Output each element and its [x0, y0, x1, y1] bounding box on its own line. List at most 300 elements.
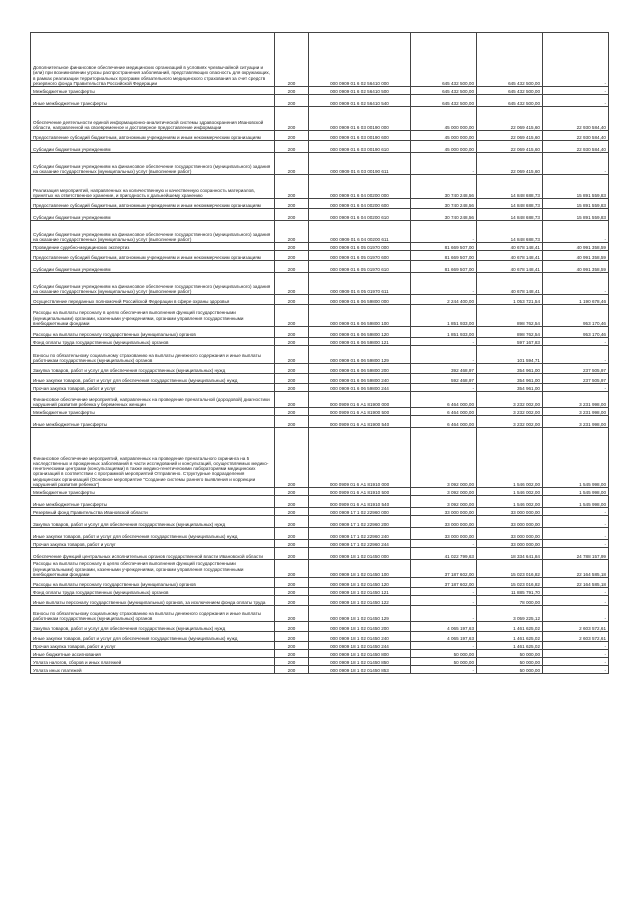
budget-classification-code: 000 0909 01 6 05 01970 600 [309, 251, 411, 261]
table-row [31, 428, 609, 488]
expense-name: Расходы на выплаты персоналу в целях обеспечения выполнения функций государственными (муниципальными) органами, казенными учреждениями, органами управления государственными внебюджетными фондами [31, 560, 275, 578]
unexecuted-amount: 24 788 157,99 [543, 548, 609, 560]
approved-amount: - [411, 596, 477, 606]
budget-classification-code: 000 0909 01 6 04 00200 000 [309, 175, 411, 199]
expense-name: Осуществление переданных полномочий Российской Федерации в сфере охраны здоровья [31, 295, 275, 305]
executed-amount: 18 334 641,84 [477, 548, 543, 560]
unexecuted-amount: 40 991 358,59 [543, 261, 609, 273]
expense-name: Субсидии бюджетным учреждениям на финансовое обеспечение государственного (муниципального) задания на оказание государственных (муниципальных) услуг (выполнение работ) [31, 153, 275, 175]
expense-name: Закупка товаров, работ и услуг для обеспечения государственных (муниципальных) нужд [31, 622, 275, 632]
line-code: 200 [275, 141, 309, 153]
unexecuted-amount: - [543, 153, 609, 175]
expense-name: Уплата иных платежей [31, 666, 275, 674]
unexecuted-amount: - [543, 540, 609, 548]
unexecuted-amount: - [543, 658, 609, 666]
budget-classification-code: 000 0909 01 6 А1 81900 500 [309, 408, 411, 416]
approved-amount: 50 000,00 [411, 650, 477, 658]
expense-name: Иные закупки товаров, работ и услуг для обеспечения государственных (муниципальных) нужд [31, 528, 275, 540]
budget-classification-code: 000 0909 01 6 А1 81910 000 [309, 428, 411, 488]
executed-amount: 33 000 000,00 [477, 516, 543, 528]
table-row [31, 199, 609, 209]
line-code: 200 [275, 392, 309, 408]
budget-classification-code: 000 0909 18 1 02 01450 200 [309, 622, 411, 632]
expense-name: Межбюджетные трансферты [31, 488, 275, 496]
table-row [31, 416, 609, 428]
line-code: 200 [275, 209, 309, 221]
expense-name: Прочая закупка товаров, работ и услуг [31, 642, 275, 650]
expense-name: Финансовое обеспечение мероприятий, направленных на проведение пренатального скрининга на 5 наследственных и врожденных заболеваний в части исследований и консультаций, осуществляемых медико-генетическими центрами (консультациями) в также медико-генетическими лабораториями медицинских организаций в соответствии с программой мероприятий Отправлено. Структурные подразделения медицинских организаций (Основное мероприятие "Создание системы раннего выявления и коррекции нарушений развития ребенка") [31, 428, 275, 488]
expense-name: Предоставление субсидий бюджетным, автономным учреждениям и иным некоммерческим организациям [31, 131, 275, 141]
executed-amount: 22 069 415,60 [477, 107, 543, 131]
table-row [31, 153, 609, 175]
unexecuted-amount: - [543, 346, 609, 364]
unexecuted-amount: 953 170,46 [543, 305, 609, 327]
line-code: 200 [275, 95, 309, 107]
budget-classification-code: 000 0909 01 6 А1 81900 000 [309, 392, 411, 408]
budget-classification-code: 000 0909 01 6 А1 81900 540 [309, 416, 411, 428]
budget-classification-code: 000 0909 01 6 02 56410 000 [309, 33, 411, 87]
approved-amount: - [411, 221, 477, 243]
executed-amount: 101 594,71 [477, 346, 543, 364]
unexecuted-amount: 15 891 559,83 [543, 199, 609, 209]
table-row [31, 528, 609, 540]
approved-amount: - [411, 338, 477, 346]
approved-amount: 30 740 248,56 [411, 209, 477, 221]
budget-classification-code: 000 0909 17 1 02 22960 200 [309, 516, 411, 528]
table-row [31, 408, 609, 416]
expense-name: Субсидии бюджетным учреждениям [31, 261, 275, 273]
budget-classification-code: 000 0909 18 1 02 01450 129 [309, 606, 411, 622]
expense-name: Иные межбюджетные трансферты [31, 95, 275, 107]
budget-classification-code: 000 0909 01 6 04 00200 610 [309, 209, 411, 221]
budget-classification-code: 000 0909 18 1 02 01450 244 [309, 642, 411, 650]
table-row [31, 364, 609, 374]
expense-name: Финансовое обеспечение мероприятий, направленных на проведение пренатальной (дородовой) диагностики нарушений развития ребенка у беременных женщин [31, 392, 275, 408]
expense-name: Иные закупки товаров, работ и услуг для обеспечения государственных (муниципальных) нужд [31, 374, 275, 384]
table-row [31, 305, 609, 327]
budget-classification-code: 000 0909 01 6 06 59800 244 [309, 384, 411, 392]
executed-amount: 1 461 625,02 [477, 632, 543, 642]
budget-classification-code: 000 0909 01 6 06 59800 120 [309, 327, 411, 338]
unexecuted-amount: - [543, 508, 609, 516]
line-code: 200 [275, 428, 309, 488]
expense-name: Реализация мероприятий, направленных на количественную и качественную сохранность материалов, принятых на ответственное хранение, и пригодность к дальнейшему хранению [31, 175, 275, 199]
line-code: 200 [275, 496, 309, 508]
expense-name: Предоставление субсидий бюджетным, автономным учреждениям и иным некоммерческим организациям [31, 251, 275, 261]
approved-amount: 392 468,97 [411, 364, 477, 374]
approved-amount: 81 669 507,00 [411, 251, 477, 261]
approved-amount: 6 464 000,00 [411, 408, 477, 416]
approved-amount: 592 468,97 [411, 374, 477, 384]
expense-name: Резервный фонд Правительства Ивановской области [31, 508, 275, 516]
budget-classification-code: 000 0909 01 6 02 56410 500 [309, 87, 411, 95]
approved-amount: 33 000 000,00 [411, 528, 477, 540]
line-code: 200 [275, 305, 309, 327]
line-code: 200 [275, 528, 309, 540]
line-code: 200 [275, 199, 309, 209]
unexecuted-amount: - [543, 95, 609, 107]
line-code: 200 [275, 374, 309, 384]
approved-amount: 4 065 197,63 [411, 622, 477, 632]
line-code: 200 [275, 622, 309, 632]
expense-name: Фонд оплаты труда государственных (муниципальных) органов [31, 588, 275, 596]
executed-amount: 1 461 625,02 [477, 642, 543, 650]
line-code: 200 [275, 650, 309, 658]
line-code: 200 [275, 243, 309, 251]
approved-amount: 45 000 000,00 [411, 131, 477, 141]
unexecuted-amount: 1 545 998,00 [543, 428, 609, 488]
budget-classification-code: 000 0909 18 1 02 01450 240 [309, 632, 411, 642]
approved-amount: 1 851 933,00 [411, 305, 477, 327]
line-code: 200 [275, 261, 309, 273]
expense-name: Расходы на выплаты персоналу государственных (муниципальных) органов [31, 578, 275, 588]
table-row [31, 209, 609, 221]
expense-name: Расходы на выплаты персоналу в целях обеспечения выполнения функций государственными (муниципальными) органами, казенными учреждениями, органами управления государственными внебюджетными фондами [31, 305, 275, 327]
unexecuted-amount: 1 190 678,46 [543, 295, 609, 305]
expense-name: Субсидии бюджетным учреждениям [31, 141, 275, 153]
expense-name: Межбюджетные трансферты [31, 408, 275, 416]
table-row [31, 107, 609, 131]
budget-classification-code: 000 0909 01 6 05 01970 611 [309, 273, 411, 295]
line-code: 200 [275, 488, 309, 496]
unexecuted-amount: 22 930 584,40 [543, 141, 609, 153]
line-code: 200 [275, 273, 309, 295]
line-code: 200 [275, 588, 309, 596]
executed-amount: 14 848 688,73 [477, 199, 543, 209]
expense-name: Иные выплаты персоналу государственных (муниципальных) органов, за исключением фонда оплаты труда [31, 596, 275, 606]
table-row [31, 642, 609, 650]
expense-name: Иные межбюджетные трансферты [31, 496, 275, 508]
approved-amount: - [411, 384, 477, 392]
table-row [31, 606, 609, 622]
budget-classification-code: 000 0909 01 6 05 01970 610 [309, 261, 411, 273]
budget-classification-code: 000 0909 18 1 02 01450 850 [309, 658, 411, 666]
budget-classification-code: 000 0909 01 6 А1 81910 540 [309, 496, 411, 508]
unexecuted-amount: 3 231 998,00 [543, 416, 609, 428]
expense-name: Субсидии бюджетным учреждениям [31, 209, 275, 221]
budget-classification-code: 000 0909 18 1 02 01450 800 [309, 650, 411, 658]
unexecuted-amount: - [543, 588, 609, 596]
budget-classification-code: 000 0909 01 6 А1 81910 500 [309, 488, 411, 496]
line-code: 200 [275, 666, 309, 674]
line-code: 200 [275, 327, 309, 338]
line-code: 200 [275, 578, 309, 588]
expense-name: Межбюджетные трансферты [31, 87, 275, 95]
budget-classification-code: 000 0909 17 1 02 22960 240 [309, 528, 411, 540]
executed-amount: 40 678 148,41 [477, 273, 543, 295]
approved-amount: 645 432 500,00 [411, 87, 477, 95]
line-code: 200 [275, 560, 309, 578]
table-row [31, 622, 609, 632]
unexecuted-amount: 40 991 358,59 [543, 243, 609, 251]
table-row [31, 392, 609, 408]
approved-amount: - [411, 588, 477, 596]
line-code: 200 [275, 107, 309, 131]
approved-amount: 37 187 602,00 [411, 560, 477, 578]
approved-amount: 30 740 248,56 [411, 175, 477, 199]
executed-amount: 645 432 500,00 [477, 87, 543, 95]
expense-name: Субсидии бюджетным учреждениям на финансовое обеспечение государственного (муниципального) задания на оказание государственных (муниципальных) услуг (выполнение работ) [31, 221, 275, 243]
budget-classification-code: 000 0909 01 6 06 59800 129 [309, 346, 411, 364]
line-code: 200 [275, 221, 309, 243]
expense-name: Закупка товаров, работ и услуг для обеспечения государственных (муниципальных) нужд [31, 364, 275, 374]
budget-execution-table [30, 32, 609, 674]
budget-classification-code: 000 0909 01 6 06 59800 121 [309, 338, 411, 346]
expense-name: Иные межбюджетные трансферты [31, 416, 275, 428]
unexecuted-amount: 953 170,46 [543, 327, 609, 338]
budget-classification-code: 000 0909 01 6 04 00200 600 [309, 199, 411, 209]
budget-classification-code: 000 0909 01 6 06 59800 000 [309, 295, 411, 305]
table-row [31, 560, 609, 578]
unexecuted-amount: 15 891 559,83 [543, 209, 609, 221]
table-row [31, 578, 609, 588]
unexecuted-amount: 22 930 584,40 [543, 107, 609, 131]
line-code: 200 [275, 338, 309, 346]
budget-classification-code: 000 0909 18 1 02 01450 000 [309, 548, 411, 560]
unexecuted-amount: 2 603 572,61 [543, 632, 609, 642]
executed-amount: 3 232 002,00 [477, 408, 543, 416]
approved-amount: 3 092 000,00 [411, 428, 477, 488]
executed-amount: 3 232 002,00 [477, 392, 543, 408]
executed-amount: 40 678 148,41 [477, 251, 543, 261]
unexecuted-amount: - [543, 528, 609, 540]
executed-amount: 645 432 500,00 [477, 95, 543, 107]
executed-amount: 597 167,83 [477, 338, 543, 346]
table-row [31, 175, 609, 199]
unexecuted-amount: - [543, 606, 609, 622]
budget-classification-code: 000 0909 01 6 04 00200 611 [309, 221, 411, 243]
unexecuted-amount: 2 603 572,61 [543, 622, 609, 632]
executed-amount: 33 000 000,00 [477, 528, 543, 540]
unexecuted-amount: - [543, 666, 609, 674]
table-row [31, 508, 609, 516]
table-row [31, 596, 609, 606]
table-row [31, 346, 609, 364]
table-row [31, 516, 609, 528]
budget-report-page [30, 32, 608, 674]
executed-amount: 354 961,00 [477, 384, 543, 392]
approved-amount: 33 000 000,00 [411, 508, 477, 516]
approved-amount: 81 669 507,00 [411, 243, 477, 251]
executed-amount: 3 232 002,00 [477, 416, 543, 428]
unexecuted-amount: - [543, 221, 609, 243]
executed-amount: 40 678 148,41 [477, 261, 543, 273]
approved-amount: 1 851 933,00 [411, 327, 477, 338]
line-code: 200 [275, 251, 309, 261]
expense-name: Обеспечение деятельности единой информационно-аналитической системы здравоохранения Ивановской области, направленной на своевременное и достоверное предоставление информации [31, 107, 275, 131]
executed-amount: 645 432 500,00 [477, 33, 543, 87]
table-row [31, 488, 609, 496]
approved-amount: 30 740 248,56 [411, 199, 477, 209]
budget-classification-code: 000 0909 01 6 03 00190 610 [309, 141, 411, 153]
table-row [31, 243, 609, 251]
table-row [31, 131, 609, 141]
expense-name: Обеспечение функций центральных исполнительных органов государственной власти Ивановской области [31, 548, 275, 560]
approved-amount: 45 000 000,00 [411, 107, 477, 131]
unexecuted-amount: 15 891 559,83 [543, 175, 609, 199]
approved-amount: 81 669 507,00 [411, 261, 477, 273]
approved-amount: 4 065 197,63 [411, 632, 477, 642]
line-code: 200 [275, 131, 309, 141]
table-row [31, 496, 609, 508]
approved-amount: - [411, 606, 477, 622]
executed-amount: 14 848 688,73 [477, 221, 543, 243]
line-code: 200 [275, 516, 309, 528]
budget-classification-code: 000 0909 01 6 03 00190 600 [309, 131, 411, 141]
expense-name: Взносы по обязательному социальному страхованию на выплаты денежного содержания и иные выплаты работникам государственных (муниципальных) органов [31, 606, 275, 622]
executed-amount: 1 461 625,02 [477, 622, 543, 632]
budget-classification-code: 000 0909 01 6 06 59800 240 [309, 374, 411, 384]
executed-amount: 50 000,00 [477, 658, 543, 666]
executed-amount: 1 546 002,00 [477, 496, 543, 508]
expense-name: Субсидии бюджетным учреждениям на финансовое обеспечение государственного (муниципального) задания на оказание государственных (муниципальных) услуг (выполнение работ) [31, 273, 275, 295]
table-row [31, 221, 609, 243]
approved-amount: - [411, 666, 477, 674]
budget-classification-code: 000 0909 01 6 03 00190 000 [309, 107, 411, 131]
expense-name: Фонд оплаты труда государственных (муниципальных) органов [31, 338, 275, 346]
table-row [31, 141, 609, 153]
executed-amount: 354 961,00 [477, 364, 543, 374]
approved-amount: - [411, 642, 477, 650]
unexecuted-amount: - [543, 596, 609, 606]
line-code: 200 [275, 606, 309, 622]
table-row [31, 33, 609, 87]
approved-amount: 645 432 500,00 [411, 33, 477, 87]
unexecuted-amount: - [543, 33, 609, 87]
executed-amount: 1 546 002,00 [477, 428, 543, 488]
line-code: 200 [275, 153, 309, 175]
approved-amount: 33 000 000,00 [411, 516, 477, 528]
budget-classification-code: 000 0909 17 1 02 22960 244 [309, 540, 411, 548]
unexecuted-amount: 22 930 584,40 [543, 131, 609, 141]
line-code: 200 [275, 642, 309, 650]
table-row [31, 261, 609, 273]
budget-classification-code: 000 0909 01 6 02 56410 540 [309, 95, 411, 107]
expense-name: Иные бюджетные ассигнования [31, 650, 275, 658]
approved-amount: 50 000,00 [411, 658, 477, 666]
expense-name: Прочая закупка товаров, работ и услуг [31, 384, 275, 392]
table-row [31, 658, 609, 666]
line-code: 200 [275, 548, 309, 560]
budget-classification-code: 000 0909 01 6 05 01970 000 [309, 243, 411, 251]
unexecuted-amount: - [543, 516, 609, 528]
approved-amount: 2 244 400,00 [411, 295, 477, 305]
unexecuted-amount: 3 231 998,00 [543, 408, 609, 416]
line-code: 200 [275, 364, 309, 374]
budget-classification-code: 000 0909 18 1 02 01450 100 [309, 560, 411, 578]
unexecuted-amount: - [543, 642, 609, 650]
unexecuted-amount: 237 505,97 [543, 374, 609, 384]
executed-amount: 15 023 016,82 [477, 560, 543, 578]
table-row [31, 273, 609, 295]
table-row [31, 95, 609, 107]
expense-name: Расходы на выплаты персоналу государственных (муниципальных) органов [31, 327, 275, 338]
executed-amount: 354 961,00 [477, 374, 543, 384]
table-row [31, 295, 609, 305]
budget-classification-code: 000 0909 18 1 02 01450 120 [309, 578, 411, 588]
executed-amount: 14 848 688,73 [477, 175, 543, 199]
approved-amount: 6 464 000,00 [411, 416, 477, 428]
unexecuted-amount: 3 231 998,00 [543, 392, 609, 408]
line-code: 200 [275, 416, 309, 428]
executed-amount: 50 000,00 [477, 650, 543, 658]
table-row [31, 540, 609, 548]
executed-amount: 78 000,00 [477, 596, 543, 606]
expense-name: Предоставление субсидий бюджетным, автономным учреждениям и иным некоммерческим организациям [31, 199, 275, 209]
executed-amount: 15 023 016,82 [477, 578, 543, 588]
expense-name: Проведение судебно-медицинских экспертиз [31, 243, 275, 251]
expense-name: Дополнительное финансовое обеспечение медицинских организаций в условиях чрезвычайной ситуации и (или) при возникновении угрозы распространения заболеваний, представляющих опасность для окружающих, в рамках реализации территориальных программ обязательного медицинского страхования за счет средств резервного фонда Правительства Российской Федерации [31, 33, 275, 87]
table-row [31, 650, 609, 658]
table-row [31, 87, 609, 95]
line-code: 200 [275, 175, 309, 199]
approved-amount: 645 432 500,00 [411, 95, 477, 107]
approved-amount: 6 464 000,00 [411, 392, 477, 408]
executed-amount: 22 069 415,60 [477, 141, 543, 153]
approved-amount: - [411, 153, 477, 175]
approved-amount: 3 092 000,00 [411, 488, 477, 496]
unexecuted-amount: 1 545 998,00 [543, 488, 609, 496]
budget-classification-code: 000 0909 01 6 03 00190 611 [309, 153, 411, 175]
table-row [31, 374, 609, 384]
executed-amount: 14 848 688,73 [477, 209, 543, 221]
executed-amount: 22 069 415,60 [477, 131, 543, 141]
line-code: 200 [275, 658, 309, 666]
executed-amount: 1 546 002,00 [477, 488, 543, 496]
table-row [31, 384, 609, 392]
approved-amount: 37 187 602,00 [411, 578, 477, 588]
executed-amount: 11 885 791,70 [477, 588, 543, 596]
unexecuted-amount: - [543, 87, 609, 95]
line-code: 200 [275, 408, 309, 416]
line-code: 200 [275, 384, 309, 392]
approved-amount: - [411, 273, 477, 295]
budget-classification-code: 000 0909 01 6 06 59800 100 [309, 305, 411, 327]
table-row [31, 327, 609, 338]
unexecuted-amount: 40 991 358,59 [543, 251, 609, 261]
table-row [31, 251, 609, 261]
line-code: 200 [275, 33, 309, 87]
expense-name: Прочая закупка товаров, работ и услуг [31, 540, 275, 548]
unexecuted-amount: - [543, 384, 609, 392]
table-row [31, 338, 609, 346]
line-code: 200 [275, 596, 309, 606]
expense-name: Закупка товаров, работ и услуг для обеспечения государственных (муниципальных) нужд [31, 516, 275, 528]
budget-classification-code: 000 0909 17 1 02 22960 000 [309, 508, 411, 516]
table-row [31, 632, 609, 642]
executed-amount: 1 053 721,54 [477, 295, 543, 305]
line-code: 200 [275, 346, 309, 364]
approved-amount: 3 092 000,00 [411, 496, 477, 508]
unexecuted-amount: 22 164 585,18 [543, 578, 609, 588]
executed-amount: 33 000 000,00 [477, 540, 543, 548]
unexecuted-amount: 237 505,97 [543, 364, 609, 374]
approved-amount: - [411, 540, 477, 548]
budget-classification-code: 000 0909 18 1 02 01450 853 [309, 666, 411, 674]
unexecuted-amount: - [543, 273, 609, 295]
unexecuted-amount: 1 545 998,00 [543, 496, 609, 508]
executed-amount: 22 069 415,60 [477, 153, 543, 175]
line-code: 200 [275, 540, 309, 548]
table-row [31, 666, 609, 674]
unexecuted-amount: - [543, 338, 609, 346]
table-row [31, 588, 609, 596]
line-code: 200 [275, 508, 309, 516]
expense-name: Взносы по обязательному социальному страхованию на выплаты денежного содержания и иные выплаты работникам государственных (муниципальных) органов [31, 346, 275, 364]
approved-amount: 41 022 799,63 [411, 548, 477, 560]
table-row [31, 548, 609, 560]
executed-amount: 40 678 148,41 [477, 243, 543, 251]
